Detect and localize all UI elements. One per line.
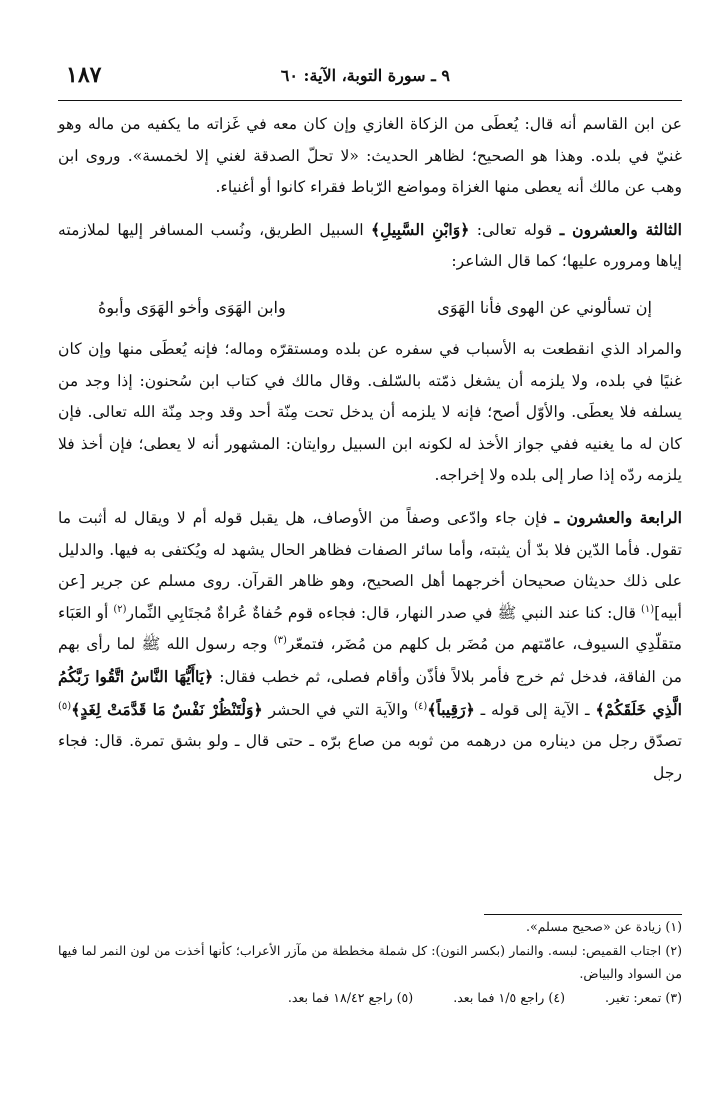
section-heading-24: الرابعة والعشرون ـ — [554, 507, 682, 527]
poem-second-hemistich: وابن الهَوَى وأخو الهَوَى وأبوهُ — [98, 297, 286, 317]
paragraph-4-text-d: وجه رسول الله ﷺ لما رأى بهم من الفاقة، فدخل ثم خرج فأمر بلالاً فأذّن وأقام فصلى، ثم خطب فقال: — [58, 635, 682, 686]
footnote-ref-2[interactable]: (٢) — [113, 603, 127, 615]
footnote-row-3-5 — [58, 986, 682, 1010]
footnotes — [58, 914, 682, 1009]
poem-first-hemistich: إن تسألوني عن الهوى فأنا الهَوَى — [437, 297, 652, 317]
quran-quote-ibn-sabil: ﴿وَابْنِ السَّبِيلِ﴾ — [370, 219, 470, 239]
paragraph-4-text-g: تصدّق رجل من ديناره من درهمه من ثوبه من صاع برّه ـ حتى قال ـ ولو بشق تمرة. قال: فجاء رجل — [58, 732, 682, 782]
footnote-4: (٤) راجع ١/٥ فما بعد. — [453, 989, 565, 1005]
paragraph-1 — [58, 109, 682, 204]
footnote-1: (١) زيادة عن «صحيح مسلم». — [525, 919, 682, 934]
main-text — [58, 109, 682, 789]
page — [58, 62, 682, 1072]
footnote-ref-1[interactable]: (١) — [640, 603, 655, 615]
paragraph-4-text-b: قال: كنا عند النبي ﷺ في صدر النهار، قال: فجاءه قوم حُفاةٌ عُراةٌ مُجتَابِي النِّمار — [126, 603, 636, 622]
paragraph-4-text-a: فإن جاء وادّعى وصفاً من الأوصاف، هل يقبل قوله أم لا ويقال له أثبت ما تقول. فأما الدّين فلا بدّ أن يثبته، وأما سائر الصفات فظاهر الحال يشهد له ويُكتفى به فيها. والدليل على ذلك حديثان صحيحان أخرجهما أهل الصحيح، وهو ظاهر القرآن. روى مسلم عن جرير [عن أبيه] — [58, 508, 682, 622]
paragraph-4-text-c: أو العَبَاء متقلّدِي السيوف، عامّتهم من مُضَر بل كلهم من مُضَر، فتمعّر — [58, 603, 682, 654]
paragraph-1-text: عن ابن القاسم أنه قال: يُعطَى من الزكاة الغازي وإن كان معه في غَزاته ما يكفيه من ماله وهو غنيّ في بلده. وهذا هو الصحيح؛ لظاهر الحديث: «لا تحلّ الصدقة لغني إلا لخمسة». وروى ابن وهب عن مالك أنه يعطى منها الغزاة ومواضع الرّباط فقراء كانوا أو أغنياء. — [58, 115, 682, 197]
footnote-ref-4[interactable]: (٤) — [414, 700, 428, 712]
quran-quote-raqiba: ﴿رَقِيباً﴾ — [427, 699, 475, 719]
paragraph-3 — [58, 334, 682, 492]
footnote-ref-5[interactable]: (٥) — [58, 700, 72, 712]
running-title: ٩ ـ سورة التوبة، الآية: ٦٠ — [280, 66, 450, 85]
quran-quote-hashr: ﴿وَلْتَنْظُرْ نَفْسٌ مَا قَدَّمَتْ لِغَدٍ﴾ — [71, 699, 263, 719]
section-heading-23: الثالثة والعشرون ـ — [559, 219, 682, 239]
paragraph-2-lead: قوله تعالى: — [476, 220, 553, 239]
footnote-3: (٣) تمعر: تغير. — [605, 989, 682, 1005]
running-header — [58, 62, 682, 101]
paragraph-2 — [58, 214, 682, 278]
poem-verse — [98, 288, 652, 328]
paragraph-2-text: السبيل الطريق، ونُسب المسافر إليها لملازمته إياها ومروره عليها؛ كما قال الشاعر: — [58, 220, 682, 271]
footnote-ref-3[interactable]: (٣) — [273, 635, 287, 647]
paragraph-3-text: والمراد الذي انقطعت به الأسباب في سفره عن بلده ومستقرّه وماله؛ فإنه يُعطَى منها وإن كان غنيًا في بلده، ولا يلزمه أن يشغل ذمّته بالسّلف. وقال مالك في كتاب ابن سُحنون: إذا وجد من يسلفه فلا يعطَى. والأوّل أصح؛ فإنه لا يلزمه أن يدخل تحت مِنّة أحد وقد وجد مِنّة الله تعالى. فإن كان له ما يغنيه ففي جواز الأخذ له لكونه ابن السبيل روايتان: المشهور أنه لا يعطى؛ فإن أخذ فلا يلزمه ردّه إذا صار إلى بلده ولا إخراجه. — [58, 339, 682, 485]
paragraph-4-text-e: ـ الآية إلى قوله ـ — [480, 700, 590, 719]
footnote-5: (٥) راجع ١٨/٤٢ فما بعد. — [287, 989, 414, 1005]
quran-quote-nisa: ﴿يَاأَيُّهَا النَّاسُ اتَّقُوا رَبَّكُمُ الَّذِي خَلَقَكُمْ﴾ — [58, 666, 683, 719]
footnote-2: (٢) اجتاب القميص: لبسه. والنمار (بكسر النون): كل شملة مخططة من مآزر الأعراب؛ كأنها أخذت من لون النمر لما فيها من السواد والبياض. — [58, 942, 682, 982]
page-number: ١٨٧ — [66, 62, 102, 88]
paragraph-4-text-f: والآية التي في الحشر — [268, 700, 409, 719]
paragraph-4 — [58, 502, 682, 789]
